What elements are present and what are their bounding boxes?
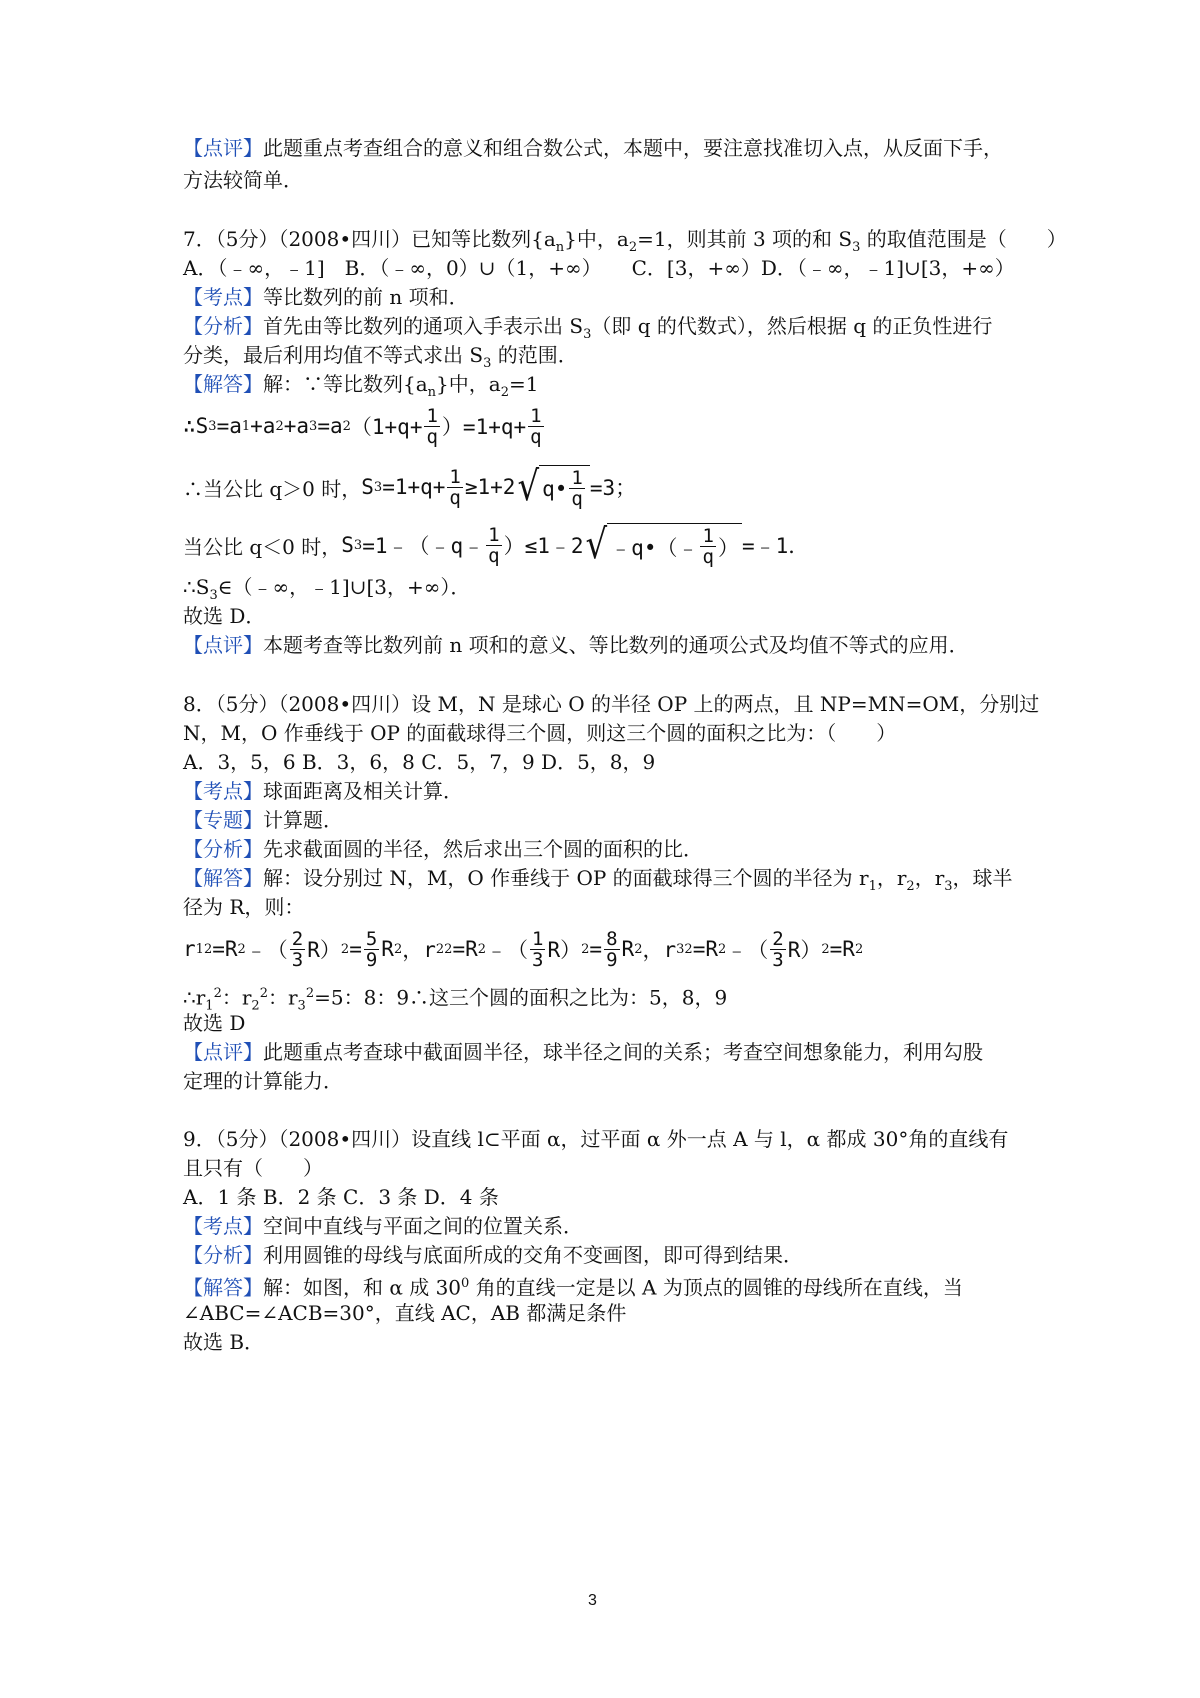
q7-jieda: 【解答】解：∵等比数列$\{a_n\}$中，$a_2=1$ (183, 372, 539, 400)
tag-review: 【点评】 (183, 633, 263, 657)
q8-answer: 故选 D (183, 1011, 246, 1035)
q7-fenxi-2: 分类，最后利用均值不等式求出 $S_3$ 的范围． (183, 343, 578, 371)
fraction: $\frac{2}{3}$ (291, 927, 304, 971)
tag-fenxi: 【分析】 (183, 314, 263, 338)
tag-fenxi: 【分析】 (183, 1243, 263, 1267)
tag-kaodian: 【考点】 (183, 1214, 263, 1238)
tag-kaodian: 【考点】 (183, 285, 263, 309)
q9-jieda: 【解答】解：如图，和 α 成 $30^0$ 角的直线一定是以 A 为顶点的圆锥的母线所在直线，当 (183, 1275, 963, 1300)
q7-math-2: ∴当公比 q＞0 时， S 3 =1+q+ $\frac{1}{q}$ ≥1+2 √ q• $\frac{1}{q}$ =3； (183, 463, 637, 511)
q8-fenxi: 【分析】先求截面圆的半径，然后求出三个圆的面积的比． (183, 837, 703, 861)
q7-answer: 故选 D． (183, 604, 266, 628)
q9-title-2: 且只有（ ） (183, 1156, 323, 1180)
q7-options: A．（﹣∞，﹣1] B．（﹣∞，0）∪（1，+∞） C．[3，+∞）D．（﹣∞，﹣1]∪[3，+∞） (183, 256, 1015, 280)
fraction: $\frac{1}{3}$ (532, 927, 544, 971)
tag-zhuanti: 【专题】 (183, 808, 263, 832)
q7-conclusion: $\therefore S_3\in(﹣\infty$，﹣1]∪[3，+∞）． (183, 575, 471, 603)
review-line (183, 134, 1003, 162)
q8-jieda: 【解答】解：设分别过 N，M，O 作垂线于 OP 的面截球得三个圆的半径为 $r_1$，$r_2$，$r_3$，球半 (183, 866, 1013, 894)
q8-conclusion: $\therefore r_1^2$：$r_2^2$：$r_3^2=5$：8：9∴这三个圆的面积之比为：5，8，9 (183, 985, 728, 1014)
q9-answer: 故选 B． (183, 1330, 265, 1354)
review-text-2: 方法较简单． (183, 168, 303, 192)
q8-dianping-2: 定理的计算能力． (183, 1069, 343, 1093)
q7-math-1: ∴S 3 =a 1 +a 2 +a 3 =a 2 （1+q+ $\frac{1}{q}$ ）=1+q+ $\frac{1}{q}$ (183, 404, 542, 448)
review-line-2 (183, 166, 303, 194)
tag-fenxi: 【分析】 (183, 837, 263, 861)
q9-kaodian: 【考点】空间中直线与平面之间的位置关系． (183, 1214, 583, 1238)
fraction: $\frac{5}{9}$ (365, 927, 378, 971)
q8-options: A．3，5，6 B．3，6，8 C．5，7，9 D．5，8，9 (183, 750, 656, 774)
q9-options: A．1 条 B．2 条 C．3 条 D．4 条 (183, 1185, 499, 1209)
fraction: $\frac{1}{q}$ (449, 465, 461, 509)
q8-math: r 1 2 =R 2 ﹣（ $\frac{2}{3}$ R） 2 = $\frac{5}{9}$ R 2 ，r 2 2 =R 2 ﹣（ $\frac{1}{3}$ R） 2 = $\frac{8}{9}$ R 2 ，r 3 2 =R 2 ﹣（ $\frac{2}{3}$ R） 2 =R 2 (183, 927, 864, 971)
fraction: $\frac{1}{q}$ (702, 525, 714, 568)
q8-title: 8．（5分）（2008•四川）设 M，N 是球心 O 的半径 OP 上的两点，且 NP=MN=OM，分别过 (183, 692, 1040, 716)
fraction: $\frac{1}{q}$ (571, 467, 583, 510)
review-text: 此题重点考查组合的意义和组合数公式，本题中，要注意找准切入点，从反面下手， (263, 136, 1003, 160)
tag-jieda: 【解答】 (183, 866, 263, 890)
tag-jieda: 【解答】 (183, 372, 263, 396)
q8-jieda-2: 径为 R，则： (183, 895, 305, 919)
q7-math-3: 当公比 q＜0 时， S 3 =1﹣（﹣q﹣ $\frac{1}{q}$ ）≤1﹣2 √ ﹣q•（﹣ $\frac{1}{q}$ ） =﹣1． (183, 521, 810, 569)
sqrt: √ q• $\frac{1}{q}$ (517, 465, 589, 509)
fraction: $\frac{1}{q}$ (530, 404, 542, 448)
q8-kaodian: 【考点】球面距离及相关计算． (183, 779, 463, 803)
fraction: $\frac{1}{q}$ (488, 523, 500, 567)
q9-title: 9．（5分）（2008•四川）设直线 l⊂平面 α，过平面 α 外一点 A 与 l，α 都成 30°角的直线有 (183, 1127, 1009, 1151)
q7-fenxi: 【分析】首先由等比数列的通项入手表示出 $S_3$（即 q 的代数式），然后根据 q 的正负性进行 (183, 314, 993, 342)
q7-title: 7．（5分）（2008•四川）已知等比数列$\{a_n\}$中，$a_2=1$，则其前 3 项的和 $S_3$ 的取值范围是（ ） (183, 227, 1067, 255)
tag-jieda: 【解答】 (183, 1275, 263, 1300)
tag-review: 【点评】 (183, 1040, 263, 1064)
sqrt: √ ﹣q•（﹣ $\frac{1}{q}$ ） (586, 523, 742, 567)
q8-zhuanti: 【专题】计算题． (183, 808, 343, 832)
tag-review: 【点评】 (183, 136, 263, 160)
q9-jieda-2: ∠ABC=∠ACB=30°，直线 AC，AB 都满足条件 (183, 1301, 627, 1325)
fraction: $\frac{2}{3}$ (772, 927, 784, 971)
fraction: $\frac{1}{q}$ (426, 404, 438, 448)
q8-dianping: 【点评】此题重点考查球中截面圆半径，球半径之间的关系；考查空间想象能力，利用勾股 (183, 1040, 983, 1064)
q9-fenxi: 【分析】利用圆锥的母线与底面所成的交角不变画图，即可得到结果． (183, 1243, 803, 1267)
fraction: $\frac{8}{9}$ (606, 927, 618, 971)
q7-dianping: 【点评】本题考查等比数列前 n 项和的意义、等比数列的通项公式及均值不等式的应用． (183, 633, 969, 657)
q8-title-2: N，M，O 作垂线于 OP 的面截球得三个圆，则这三个圆的面积之比为：（ ） (183, 721, 897, 745)
q7-kaodian: 【考点】等比数列的前 n 项和． (183, 285, 469, 309)
tag-kaodian: 【考点】 (183, 779, 263, 803)
page-number: 3 (588, 1592, 597, 1609)
